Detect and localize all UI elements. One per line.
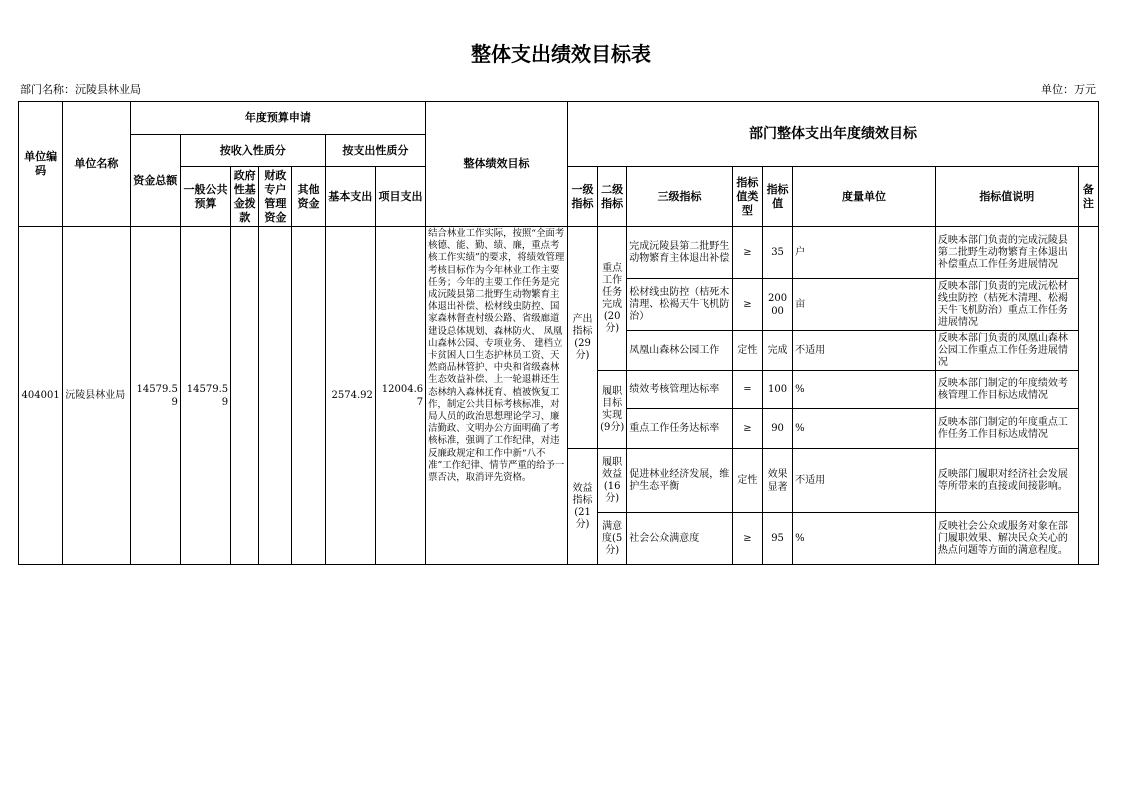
indicator-value: 100 bbox=[762, 371, 792, 409]
indicator-type: = bbox=[732, 371, 762, 409]
cell-general-budget: 14579.59 bbox=[180, 227, 230, 565]
header-project-exp: 项目支出 bbox=[375, 167, 425, 227]
indicator-value: 90 bbox=[762, 409, 792, 449]
header-remarks: 备注 bbox=[1078, 167, 1098, 227]
indicator-type: ≥ bbox=[732, 279, 762, 331]
cell-unit-name: 沅陵县林业局 bbox=[63, 227, 130, 565]
cell-l2-key-work: 重点工作任务完成(20分) bbox=[598, 227, 627, 371]
header-annual-budget: 年度预算申请 bbox=[130, 102, 426, 135]
header-level2: 二级指标 bbox=[598, 167, 627, 227]
header-level1: 一级指标 bbox=[567, 167, 597, 227]
department-name: 部门名称：沅陵县林业局 bbox=[20, 83, 141, 96]
cell-fiscal-special bbox=[259, 227, 292, 565]
indicator-unit: 亩 bbox=[793, 279, 936, 331]
indicator-unit: 不适用 bbox=[793, 331, 936, 371]
indicator-type: 定性 bbox=[732, 449, 762, 513]
currency-unit: 单位：万元 bbox=[1041, 83, 1096, 96]
header-gov-fund: 政府性基金拨款 bbox=[231, 167, 259, 227]
header-unit-code: 单位编码 bbox=[19, 102, 63, 227]
header-unit-name: 单位名称 bbox=[63, 102, 130, 227]
indicator-unit: % bbox=[793, 371, 936, 409]
indicator-desc: 反映本部门负责的完成沅松材线虫防控（桔死木清理、松褐天牛飞机防治）重点工作任务进展情况 bbox=[935, 279, 1078, 331]
header-other-funds: 其他资金 bbox=[292, 167, 325, 227]
header-measure-unit: 度量单位 bbox=[793, 167, 936, 227]
indicator-value: 效果显著 bbox=[762, 449, 792, 513]
cell-l1-effect: 效益指标(21分) bbox=[567, 449, 597, 565]
cell-remarks bbox=[1078, 227, 1098, 565]
indicator-desc: 反映本部门制定的年度绩效考核管理工作目标达成情况 bbox=[935, 371, 1078, 409]
header-value-desc: 指标值说明 bbox=[935, 167, 1078, 227]
indicator-unit: 户 bbox=[793, 227, 936, 279]
indicator-desc: 反映本部门负责的完成沅陵县第二批野生动物繁育主体退出补偿重点工作任务进展情况 bbox=[935, 227, 1078, 279]
indicator-name: 促进林业经济发展，维护生态平衡 bbox=[627, 449, 733, 513]
indicator-name: 重点工作任务达标率 bbox=[627, 409, 733, 449]
indicator-name: 松材线虫防控（桔死木清理、松褐天牛飞机防治） bbox=[627, 279, 733, 331]
header-by-income: 按收入性质分 bbox=[180, 135, 325, 167]
header-general-budget: 一般公共预算 bbox=[180, 167, 230, 227]
indicator-unit: % bbox=[793, 409, 936, 449]
indicator-desc: 反映本部门负责的凤凰山森林公园工作重点工作任务进展情况 bbox=[935, 331, 1078, 371]
cell-l2-duty-perf: 履职目标实现(9分) bbox=[598, 371, 627, 449]
cell-other-funds bbox=[292, 227, 325, 565]
indicator-value: 35 bbox=[762, 227, 792, 279]
indicator-desc: 反映本部门制定的年度重点工作任务工作目标达成情况 bbox=[935, 409, 1078, 449]
cell-l1-output: 产出指标(29分) bbox=[567, 227, 597, 449]
indicator-desc: 反映社会公众或服务对象在部门履职效果、解决民众关心的热点问题等方面的满意程度。 bbox=[935, 513, 1078, 565]
indicator-type: ≥ bbox=[732, 227, 762, 279]
indicator-type: ≥ bbox=[732, 513, 762, 565]
header-overall-goal: 整体绩效目标 bbox=[426, 102, 568, 227]
indicator-name: 凤凰山森林公园工作 bbox=[627, 331, 733, 371]
indicator-name: 社会公众满意度 bbox=[627, 513, 733, 565]
cell-l2-satisfaction: 满意度(5分) bbox=[598, 513, 627, 565]
cell-basic-exp: 2574.92 bbox=[325, 227, 375, 565]
indicator-name: 完成沅陵县第二批野生动物繁育主体退出补偿 bbox=[627, 227, 733, 279]
indicator-unit: % bbox=[793, 513, 936, 565]
header-fiscal-special: 财政专户管理资金 bbox=[259, 167, 292, 227]
cell-project-exp: 12004.67 bbox=[375, 227, 425, 565]
header-by-expenditure: 按支出性质分 bbox=[325, 135, 426, 167]
indicator-desc: 反映部门履职对经济社会发展等所带来的直接或间接影响。 bbox=[935, 449, 1078, 513]
indicator-value: 完成 bbox=[762, 331, 792, 371]
indicator-name: 绩效考核管理达标率 bbox=[627, 371, 733, 409]
header-basic-exp: 基本支出 bbox=[325, 167, 375, 227]
indicator-value: 20000 bbox=[762, 279, 792, 331]
indicator-unit: 不适用 bbox=[793, 449, 936, 513]
indicator-type: 定性 bbox=[732, 331, 762, 371]
cell-total-funds: 14579.59 bbox=[130, 227, 180, 565]
cell-unit-code: 404001 bbox=[19, 227, 63, 565]
header-level3: 三级指标 bbox=[627, 167, 733, 227]
header-total-funds: 资金总额 bbox=[130, 135, 180, 227]
header-value-type: 指标值类型 bbox=[732, 167, 762, 227]
indicator-value: 95 bbox=[762, 513, 792, 565]
cell-l2-duty-effect: 履职效益(16分) bbox=[598, 449, 627, 513]
header-value: 指标值 bbox=[762, 167, 792, 227]
cell-gov-fund bbox=[231, 227, 259, 565]
indicator-type: ≥ bbox=[732, 409, 762, 449]
header-dept-goal: 部门整体支出年度绩效目标 bbox=[567, 102, 1098, 167]
performance-table bbox=[18, 101, 1099, 565]
page-title: 整体支出绩效目标表 bbox=[471, 42, 651, 66]
cell-overall-goal: 结合林业工作实际，按照“全面考核德、能、勤、绩、廉，重点考核工作实绩”的要求，将绩效管理考核目标作为今年林业工作主要任务；今年的主要工作任务是完成沅陵县第二批野生动物繁育主体退出补偿、松材线虫防控、国家森林督查村级公路、省级廊道建设总体规划、森林防火、 凤凰山森林公园、专项业务、 建档立卡贫困人口生态护林员工资、天然商品林管护、中央和省级森林生态效益补偿、上一轮退耕还生态林纳入森林抚育、植被恢复工作，制定公共目标考核标准，对局人员的政治思想理论学习、廉洁勤政、文明办公方面明确了考核标准，强调了工作纪律，对违反廉政规定和工作中新“八不准”工作纪律、情节严重的给予一票否决，取消评先资格。 bbox=[426, 227, 568, 565]
